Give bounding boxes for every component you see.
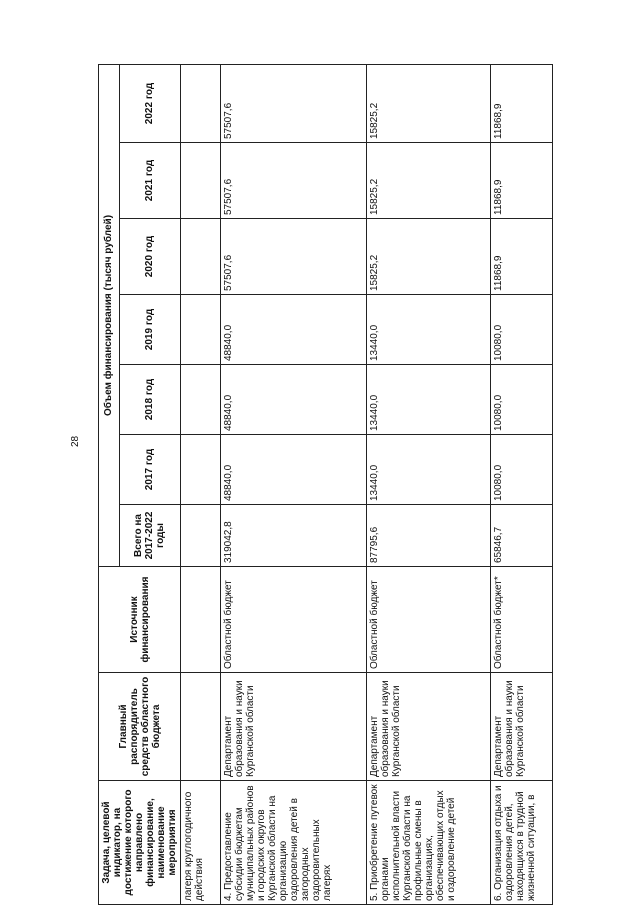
table-row — [181, 64, 221, 904]
cell-value — [181, 365, 221, 435]
header-source: Источник финансирования — [99, 567, 181, 673]
cell-total — [181, 505, 221, 567]
table-row — [491, 64, 553, 904]
cell-value: 13440,0 — [367, 365, 491, 435]
header-year: 2021 год — [119, 143, 181, 219]
header-year: 2020 год — [119, 219, 181, 295]
cell-manager: Департамент образования и науки Курганской области — [221, 673, 367, 781]
cell-total: 87795,6 — [367, 505, 491, 567]
table-row — [221, 64, 367, 904]
header-year: 2017 год — [119, 435, 181, 505]
cell-value: 13440,0 — [367, 295, 491, 365]
header-year: 2022 год — [119, 64, 181, 142]
cell-manager: Департамент образования и науки Курганской области — [491, 673, 553, 781]
cell-task: 6. Организация отдыха и оздоровления детей, находящихся в трудной жизненной ситуации, в — [491, 781, 553, 905]
cell-value: 11868,9 — [491, 143, 553, 219]
header-manager: Главный распорядитель средств областного бюджета — [99, 673, 181, 781]
cell-value: 48840,0 — [221, 295, 367, 365]
header-total: Всего на 2017-2022 годы — [119, 505, 181, 567]
cell-value — [181, 143, 221, 219]
cell-value: 11868,9 — [491, 64, 553, 142]
cell-manager: Департамент образования и науки Курганской области — [367, 673, 491, 781]
cell-source: Областной бюджет — [367, 567, 491, 673]
cell-value: 48840,0 — [221, 365, 367, 435]
cell-task: лагеря круглогодичного действия — [181, 781, 221, 905]
cell-value: 11868,9 — [491, 219, 553, 295]
cell-task: 5. Приобретение путевок органами исполнительной власти Курганской области на профильные смены в организациях, обеспечивающих отдых и оздоровление детей — [367, 781, 491, 905]
cell-value: 13440,0 — [367, 435, 491, 505]
cell-value — [181, 219, 221, 295]
header-year: 2018 год — [119, 365, 181, 435]
cell-task: 4. Предоставление субсидии бюджетам муниципальных районов и городских округов Курганской области на организацию оздоровления детей в загородных оздоровительных лагерях — [221, 781, 367, 905]
financing-table — [98, 64, 553, 905]
cell-value: 10080,0 — [491, 295, 553, 365]
cell-source: Областной бюджет — [221, 567, 367, 673]
cell-value: 57507,6 — [221, 219, 367, 295]
cell-value: 48840,0 — [221, 435, 367, 505]
table-row — [367, 64, 491, 904]
header-task: Задача, целевой индикатор, на достижение которого направлено финансирование, наименование мероприятия — [99, 781, 181, 905]
cell-value: 57507,6 — [221, 143, 367, 219]
cell-source — [181, 567, 221, 673]
cell-value: 10080,0 — [491, 435, 553, 505]
header-year: 2019 год — [119, 295, 181, 365]
cell-total: 319042,8 — [221, 505, 367, 567]
rotated-table — [98, 65, 550, 905]
cell-value — [181, 295, 221, 365]
cell-value — [181, 64, 221, 142]
cell-source: Областной бюджет* — [491, 567, 553, 673]
header-volume: Объем финансирования (тысяч рублей) — [99, 64, 120, 566]
cell-value: 15825,2 — [367, 219, 491, 295]
cell-value: 57507,6 — [221, 64, 367, 142]
page-number: 28 — [70, 435, 81, 447]
cell-value: 10080,0 — [491, 365, 553, 435]
cell-value — [181, 435, 221, 505]
cell-total: 65846,7 — [491, 505, 553, 567]
cell-manager — [181, 673, 221, 781]
cell-value: 15825,2 — [367, 143, 491, 219]
cell-value: 15825,2 — [367, 64, 491, 142]
